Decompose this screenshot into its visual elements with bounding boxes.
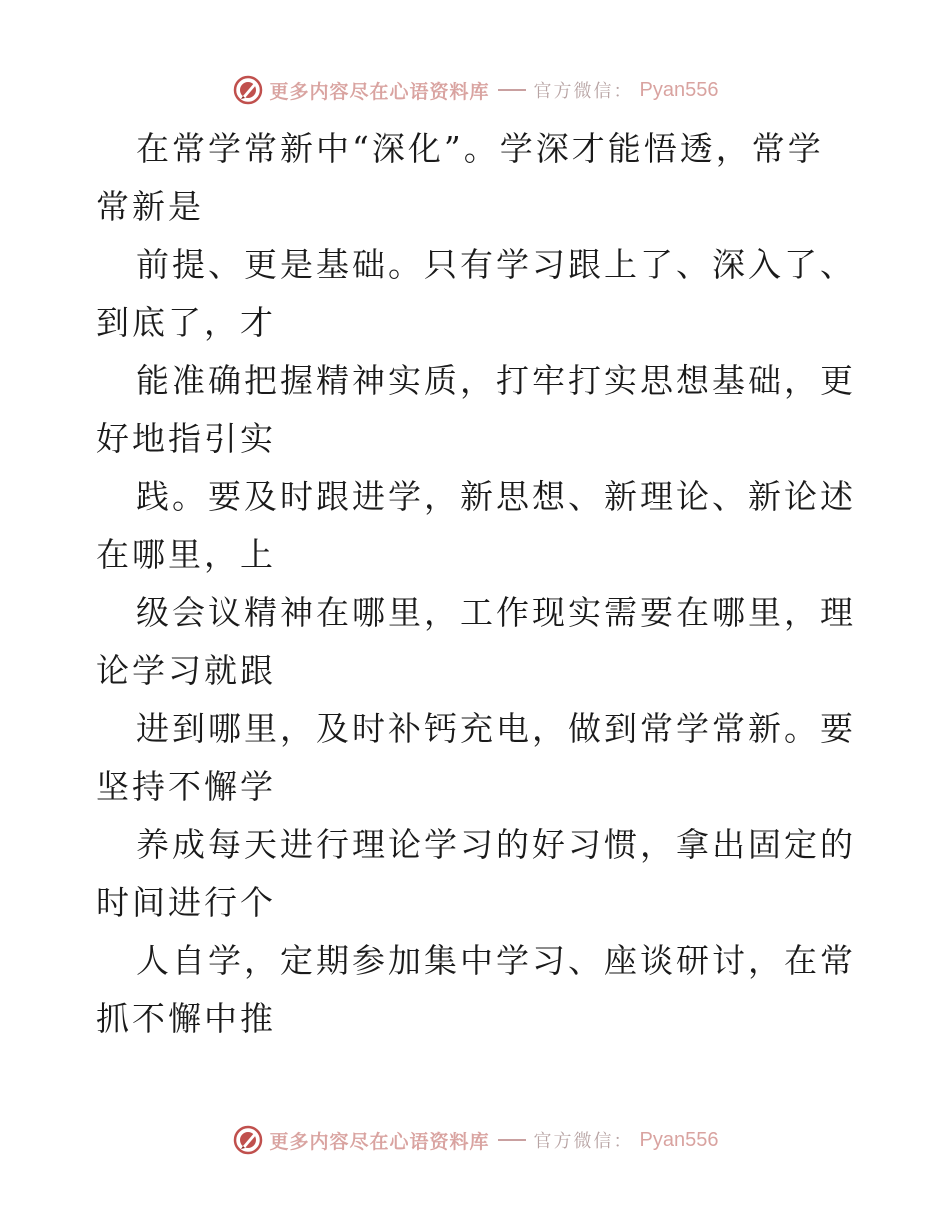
- watermark-dash: [498, 89, 526, 91]
- paragraph: 进到哪里，及时补钙充电，做到常学常新。要坚持不懈学: [96, 709, 856, 806]
- watermark-label: 官方微信：: [533, 81, 634, 102]
- watermark-label: 官方微信：: [533, 1131, 634, 1152]
- paragraph: 能准确把握精神实质，打牢打实思想基础，更好地指引实: [96, 361, 856, 458]
- watermark-dash: [498, 1139, 526, 1141]
- document-body: [96, 120, 856, 1048]
- paragraph: 在常学常新中“深化”。学深才能悟透，常学常新是: [96, 129, 824, 226]
- paragraph: 级会议精神在哪里，工作现实需要在哪里，理论学习就跟: [96, 593, 856, 690]
- paragraph: 人自学，定期参加集中学习、座谈研讨，在常抓不懈中推: [96, 941, 856, 1038]
- watermark-id: Pyan556: [639, 1128, 719, 1151]
- footer-watermark: [0, 1120, 950, 1160]
- watermark-id: Pyan556: [639, 78, 719, 101]
- watermark-text: 更多内容尽在心语资料库: [269, 1130, 490, 1153]
- pen-logo-icon: [232, 1124, 264, 1156]
- watermark-text: 更多内容尽在心语资料库: [269, 80, 490, 103]
- pen-logo-icon: [232, 74, 264, 106]
- paragraph: 践。要及时跟进学，新思想、新理论、新论述在哪里，上: [96, 477, 856, 574]
- header-watermark: [0, 70, 950, 110]
- paragraph: 前提、更是基础。只有学习跟上了、深入了、到底了，才: [96, 245, 856, 342]
- paragraph: 养成每天进行理论学习的好习惯，拿出固定的时间进行个: [96, 825, 856, 922]
